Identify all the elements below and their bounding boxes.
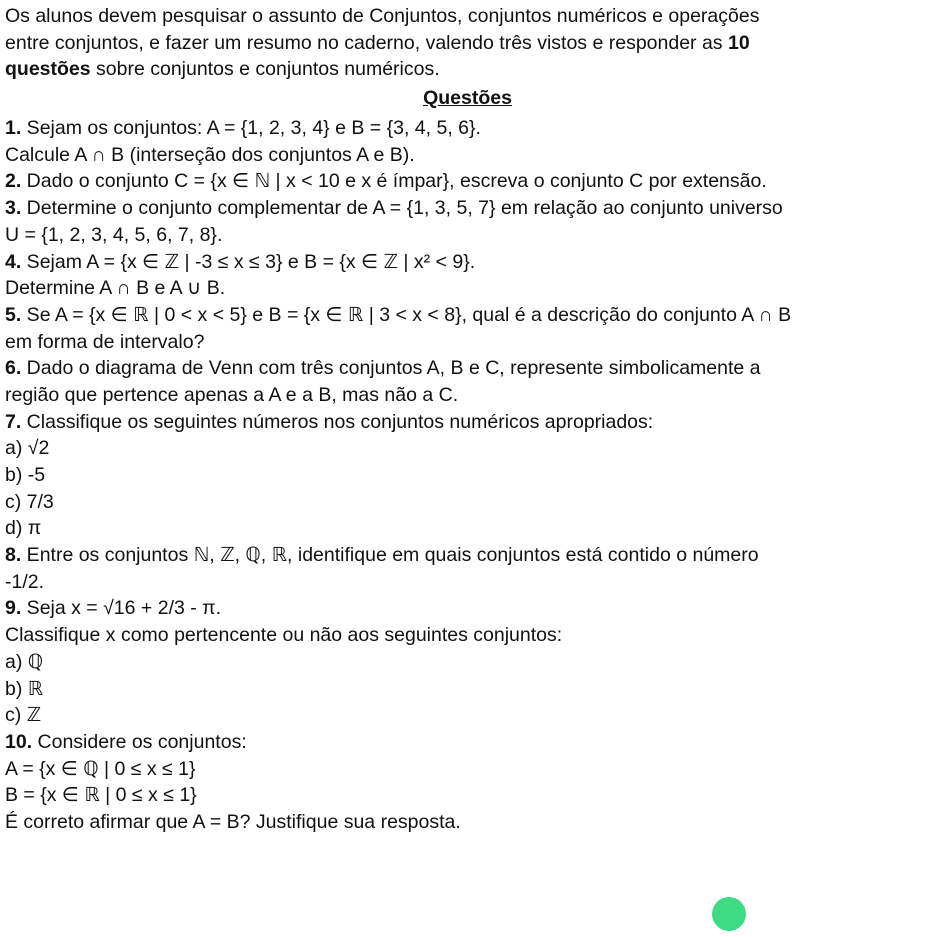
intro-line-1: Os alunos devem pesquisar o assunto de Conjuntos, conjuntos numéricos e operações bbox=[5, 5, 760, 27]
question-10-line-4 bbox=[5, 809, 940, 836]
question-text: d) π bbox=[5, 517, 42, 540]
question-6-line-2 bbox=[5, 382, 940, 409]
question-text: Entre os conjuntos ℕ, ℤ, ℚ, ℝ, identifique em quais conjuntos está contido o número bbox=[21, 544, 759, 567]
question-text: É correto afirmar que A = B? Justifique sua resposta. bbox=[5, 810, 461, 833]
question-text: Determine o conjunto complementar de A = {1, 3, 5, 7} em relação ao conjunto universo bbox=[21, 197, 783, 220]
question-8-line-2 bbox=[5, 569, 940, 596]
intro-line-2 bbox=[5, 30, 940, 57]
question-text: Seja x = √16 + 2/3 - π. bbox=[21, 597, 222, 620]
question-text: Determine A ∩ B e A ∪ B. bbox=[5, 277, 226, 300]
question-text: Se A = {x ∈ ℝ | 0 < x < 5} e B = {x ∈ ℝ | 3 < x < 8}, qual é a descrição do conjunto A ∩ B bbox=[21, 303, 792, 326]
question-text: U = {1, 2, 3, 4, 5, 6, 7, 8}. bbox=[5, 223, 223, 246]
question-number: 10. bbox=[5, 730, 33, 753]
question-6-line-1 bbox=[5, 355, 940, 382]
question-5-line-1 bbox=[5, 302, 940, 329]
question-number: 6. bbox=[5, 357, 22, 380]
question-text: c) ℤ bbox=[5, 704, 42, 727]
question-9-line-2 bbox=[5, 622, 940, 649]
question-7-line-5 bbox=[5, 515, 940, 542]
question-5-line-2 bbox=[5, 329, 940, 356]
question-10-line-3 bbox=[5, 782, 940, 809]
question-number: 7. bbox=[5, 410, 22, 433]
question-text: Classifique os seguintes números nos conjuntos numéricos apropriados: bbox=[21, 410, 654, 433]
question-number: 1. bbox=[5, 117, 22, 140]
questions-word: questões bbox=[5, 58, 91, 81]
question-9-line-1 bbox=[5, 595, 940, 622]
question-text: em forma de intervalo? bbox=[5, 330, 205, 353]
question-number: 3. bbox=[5, 197, 22, 220]
question-1-line-2 bbox=[5, 142, 940, 169]
question-7-line-4 bbox=[5, 489, 940, 516]
title-row bbox=[5, 84, 940, 112]
question-7-line-1 bbox=[5, 409, 940, 436]
question-2-line-1 bbox=[5, 168, 940, 195]
question-4-line-1 bbox=[5, 249, 940, 276]
question-text: -1/2. bbox=[5, 570, 45, 593]
question-text: A = {x ∈ ℚ | 0 ≤ x ≤ 1} bbox=[5, 757, 196, 780]
document-body bbox=[5, 3, 940, 836]
question-7-line-2 bbox=[5, 435, 940, 462]
intro-line-3 bbox=[5, 56, 940, 83]
question-text: Calcule A ∩ B (interseção dos conjuntos A e B). bbox=[5, 143, 415, 166]
question-10-line-1 bbox=[5, 729, 940, 756]
question-list bbox=[5, 115, 940, 836]
question-number: 9. bbox=[5, 597, 22, 620]
question-text: B = {x ∈ ℝ | 0 ≤ x ≤ 1} bbox=[5, 784, 197, 807]
question-text: b) ℝ bbox=[5, 677, 44, 700]
question-text: Sejam A = {x ∈ ℤ | -3 ≤ x ≤ 3} e B = {x ∈ ℤ | x² < 9}. bbox=[21, 250, 476, 273]
question-10-line-2 bbox=[5, 756, 940, 783]
question-4-line-2 bbox=[5, 275, 940, 302]
question-text: Dado o diagrama de Venn com três conjuntos A, B e C, represente simbolicamente a bbox=[21, 357, 761, 380]
question-text: Classifique x como pertencente ou não aos seguintes conjuntos: bbox=[5, 624, 563, 647]
question-number: 2. bbox=[5, 170, 22, 193]
question-9-line-3 bbox=[5, 649, 940, 676]
question-7-line-3 bbox=[5, 462, 940, 489]
question-text: Considere os conjuntos: bbox=[32, 730, 247, 753]
question-3-line-2 bbox=[5, 222, 940, 249]
question-8-line-1 bbox=[5, 542, 940, 569]
question-number: 8. bbox=[5, 544, 22, 567]
question-9-line-5 bbox=[5, 702, 940, 729]
page-title: Questões bbox=[423, 87, 512, 110]
question-9-line-4 bbox=[5, 676, 940, 703]
intro-line-2-text: entre conjuntos, e fazer um resumo no caderno, valendo três vistos e responder as bbox=[5, 31, 728, 54]
question-text: c) 7/3 bbox=[5, 490, 54, 513]
question-text: a) ℚ bbox=[5, 650, 44, 673]
question-count: 10 bbox=[727, 31, 750, 54]
question-3-line-1 bbox=[5, 195, 940, 222]
floating-action-dot[interactable] bbox=[712, 897, 746, 931]
question-text: Dado o conjunto C = {x ∈ ℕ | x < 10 e x é ímpar}, escreva o conjunto C por extensão. bbox=[21, 170, 767, 193]
question-number: 4. bbox=[5, 250, 22, 273]
question-number: 5. bbox=[5, 303, 22, 326]
question-1-line-1 bbox=[5, 115, 940, 142]
question-text: Sejam os conjuntos: A = {1, 2, 3, 4} e B = {3, 4, 5, 6}. bbox=[21, 117, 481, 140]
question-text: a) √2 bbox=[5, 437, 50, 460]
question-text: b) -5 bbox=[5, 464, 46, 486]
intro-line-3-text: sobre conjuntos e conjuntos numéricos. bbox=[90, 58, 440, 81]
question-text: região que pertence apenas a A e a B, mas não a C. bbox=[5, 383, 459, 406]
